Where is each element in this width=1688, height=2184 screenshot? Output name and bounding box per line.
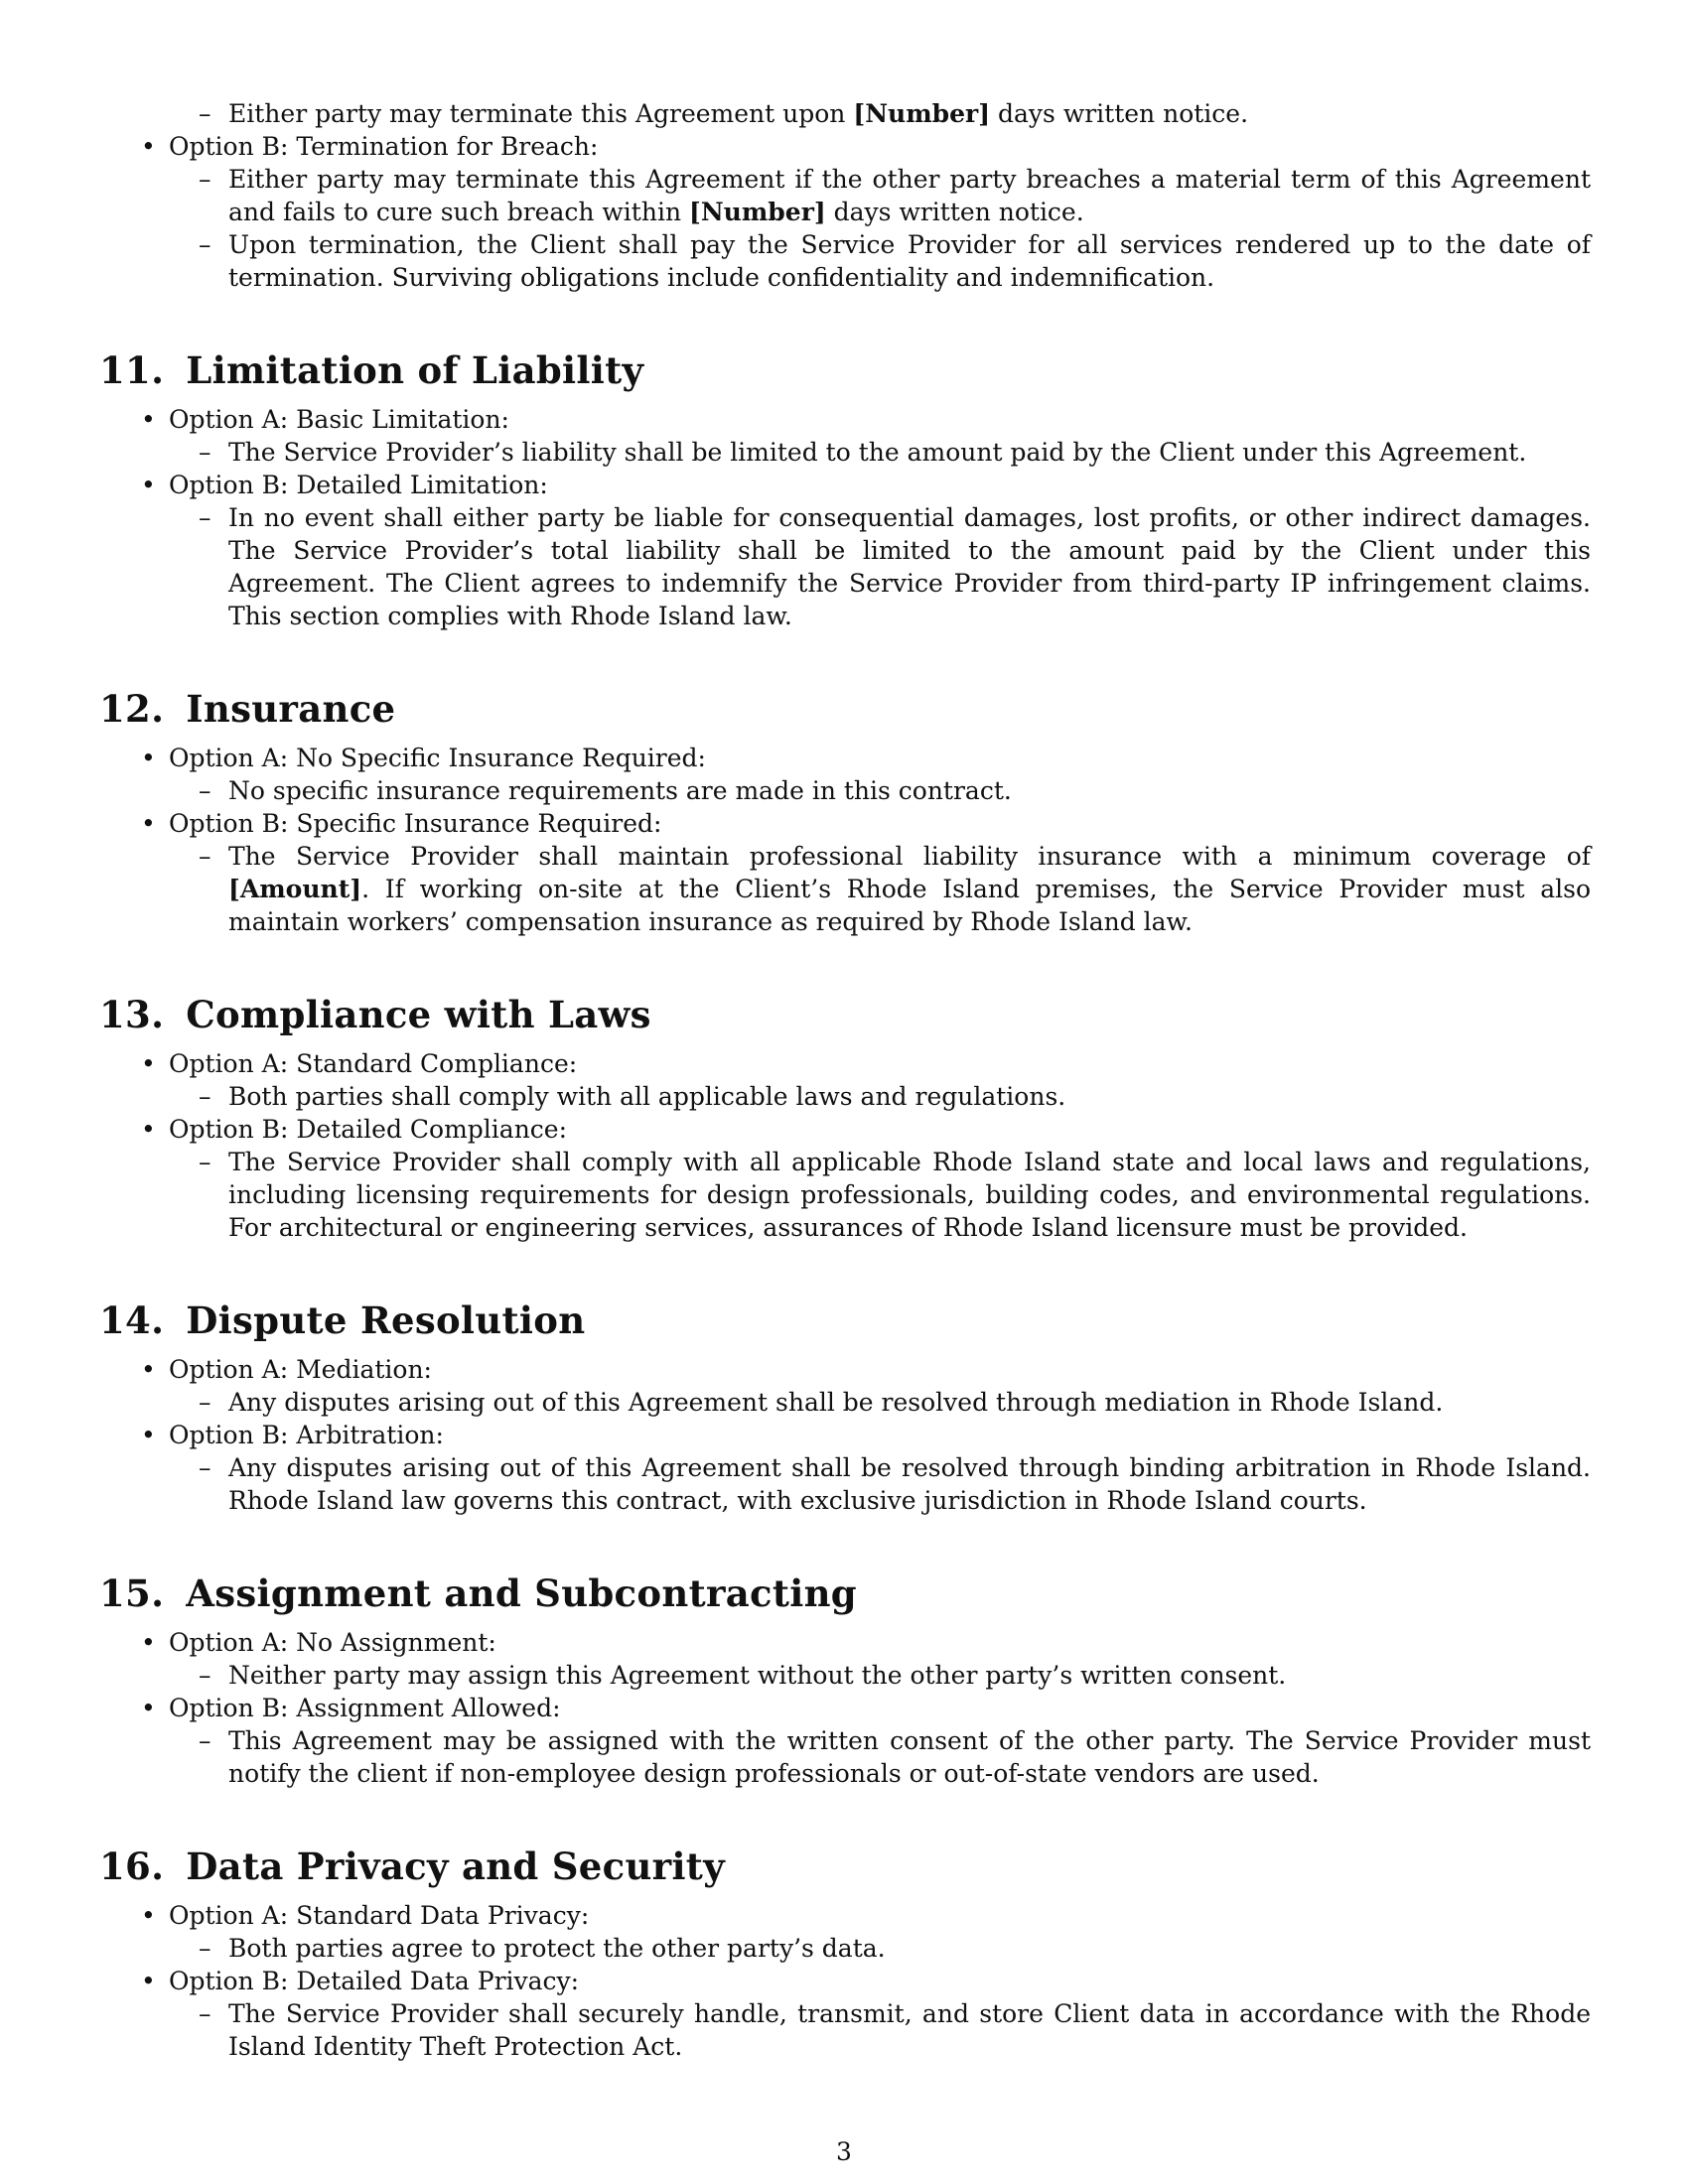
dash-marker: – bbox=[199, 1388, 211, 1417]
dash-marker: – bbox=[199, 1661, 211, 1690]
placeholder-number: [Number] bbox=[689, 198, 826, 226]
option-a-item: – Either party may terminate this Agreement upon [Number] days written notice. bbox=[199, 99, 1249, 128]
bullet-marker: • bbox=[141, 1049, 156, 1078]
section-limitation-of-liability bbox=[99, 348, 1591, 632]
option-b-label: • Option B: Detailed Limitation: bbox=[141, 471, 548, 499]
option-b-item: – The Service Provider shall securely handle, transmit, and store Client data in accordance with the Rhode Island Identity Theft Protection Act. bbox=[199, 1999, 1591, 2061]
option-b-item: – The Service Provider shall comply with all applicable Rhode Island state and local laws and regulations, including licensing requirements for design professionals, building codes, and environmental regulations. For architectural or engineering services, assurances of Rhode Island licensure must be provided. bbox=[199, 1148, 1591, 1242]
bullet-marker: • bbox=[141, 1115, 156, 1144]
section-heading: 13. Compliance with Laws bbox=[99, 993, 651, 1036]
dash-marker: – bbox=[199, 438, 211, 467]
bullet-marker: • bbox=[141, 744, 156, 772]
option-a-label: • Option A: Mediation: bbox=[141, 1355, 432, 1384]
option-a-label: • Option A: No Specific Insurance Required: bbox=[141, 744, 706, 772]
section-heading: 12. Insurance bbox=[99, 687, 396, 731]
option-a-item: – Neither party may assign this Agreement without the other party’s written consent. bbox=[199, 1661, 1287, 1690]
dash-marker: – bbox=[199, 230, 211, 259]
option-b-item: – Either party may terminate this Agreement if the other party breaches a material term of this Agreement and fails to cure such breach within [Number] days written notice. bbox=[199, 165, 1591, 226]
bullet-marker: • bbox=[141, 405, 156, 434]
section-heading: 16. Data Privacy and Security bbox=[99, 1844, 725, 1888]
section-heading: 14. Dispute Resolution bbox=[99, 1298, 586, 1342]
option-b-label: • Option B: Detailed Data Privacy: bbox=[141, 1967, 580, 1995]
section-dispute-resolution bbox=[99, 1298, 1591, 1517]
option-b-item: – Any disputes arising out of this Agreement shall be resolved through binding arbitration in Rhode Island. Rhode Island law governs this contract, with exclusive jurisdiction in Rhode Island courts. bbox=[199, 1453, 1591, 1515]
bullet-marker: • bbox=[141, 1628, 156, 1657]
page-number: 3 bbox=[836, 2137, 852, 2166]
bullet-marker: • bbox=[141, 1355, 156, 1384]
option-a-item: – The Service Provider’s liability shall be limited to the amount paid by the Client under this Agreement. bbox=[199, 438, 1527, 467]
bullet-marker: • bbox=[141, 1967, 156, 1995]
dash-marker: – bbox=[199, 503, 211, 532]
dash-marker: – bbox=[199, 1726, 211, 1755]
option-a-item: – Both parties shall comply with all applicable laws and regulations. bbox=[199, 1082, 1066, 1111]
option-b-label: • Option B: Arbitration: bbox=[141, 1421, 444, 1449]
option-a-label: • Option A: Standard Data Privacy: bbox=[141, 1901, 590, 1930]
section-assignment-and-subcontracting bbox=[99, 1571, 1591, 1790]
dash-marker: – bbox=[199, 99, 211, 128]
bullet-marker: • bbox=[141, 809, 156, 838]
option-a-label: • Option A: Standard Compliance: bbox=[141, 1049, 578, 1078]
placeholder-number: [Number] bbox=[853, 99, 991, 128]
placeholder-amount: [Amount] bbox=[228, 875, 362, 903]
option-b-item: – This Agreement may be assigned with the written consent of the other party. The Service Provider must notify the client if non-employee design professionals or out-of-state vendors are used. bbox=[199, 1726, 1591, 1788]
dash-marker: – bbox=[199, 1148, 211, 1176]
dash-marker: – bbox=[199, 1999, 211, 2028]
option-b-label: • Option B: Specific Insurance Required: bbox=[141, 809, 662, 838]
section-heading: 11. Limitation of Liability bbox=[99, 348, 644, 392]
dash-marker: – bbox=[199, 776, 211, 805]
termination-continuation bbox=[99, 97, 1591, 294]
option-a-item: – Any disputes arising out of this Agreement shall be resolved through mediation in Rhode Island. bbox=[199, 1388, 1444, 1417]
bullet-marker: • bbox=[141, 471, 156, 499]
dash-marker: – bbox=[199, 165, 211, 194]
option-b-label: • Option B: Assignment Allowed: bbox=[141, 1694, 561, 1722]
section-insurance bbox=[99, 687, 1591, 938]
option-b-item: – In no event shall either party be liable for consequential damages, lost profits, or other indirect damages. The Service Provider’s total liability shall be limited to the amount paid by the Client under this Agreement. The Client agrees to indemnify the Service Provider from third-party IP infringement claims. This section complies with Rhode Island law. bbox=[199, 503, 1591, 630]
option-b-item: – The Service Provider shall maintain professional liability insurance with a minimum coverage of [Amount]. If working on-site at the Client’s Rhode Island premises, the Service Provider must also maintain workers’ compensation insurance as required by Rhode Island law. bbox=[199, 842, 1591, 936]
dash-marker: – bbox=[199, 1934, 211, 1963]
option-b-label: • Option B: Detailed Compliance: bbox=[141, 1115, 568, 1144]
option-a-item: – No specific insurance requirements are made in this contract. bbox=[199, 776, 1012, 805]
document-page bbox=[99, 97, 1591, 2063]
section-heading: 15. Assignment and Subcontracting bbox=[99, 1571, 857, 1615]
option-a-label: • Option A: Basic Limitation: bbox=[141, 405, 509, 434]
option-b-item: – Upon termination, the Client shall pay the Service Provider for all services rendered up to the date of termination. Surviving obligations include confidentiality and indemnification. bbox=[199, 230, 1591, 292]
section-data-privacy-and-security bbox=[99, 1844, 1591, 2063]
bullet-marker: • bbox=[141, 132, 156, 161]
dash-marker: – bbox=[199, 1453, 211, 1482]
option-a-label: • Option A: No Assignment: bbox=[141, 1628, 496, 1657]
option-b-label: • Option B: Termination for Breach: bbox=[141, 132, 599, 161]
dash-marker: – bbox=[199, 1082, 211, 1111]
bullet-marker: • bbox=[141, 1694, 156, 1722]
bullet-marker: • bbox=[141, 1901, 156, 1930]
bullet-marker: • bbox=[141, 1421, 156, 1449]
dash-marker: – bbox=[199, 842, 211, 871]
option-a-item: – Both parties agree to protect the other party’s data. bbox=[199, 1934, 886, 1963]
section-compliance-with-laws bbox=[99, 993, 1591, 1244]
